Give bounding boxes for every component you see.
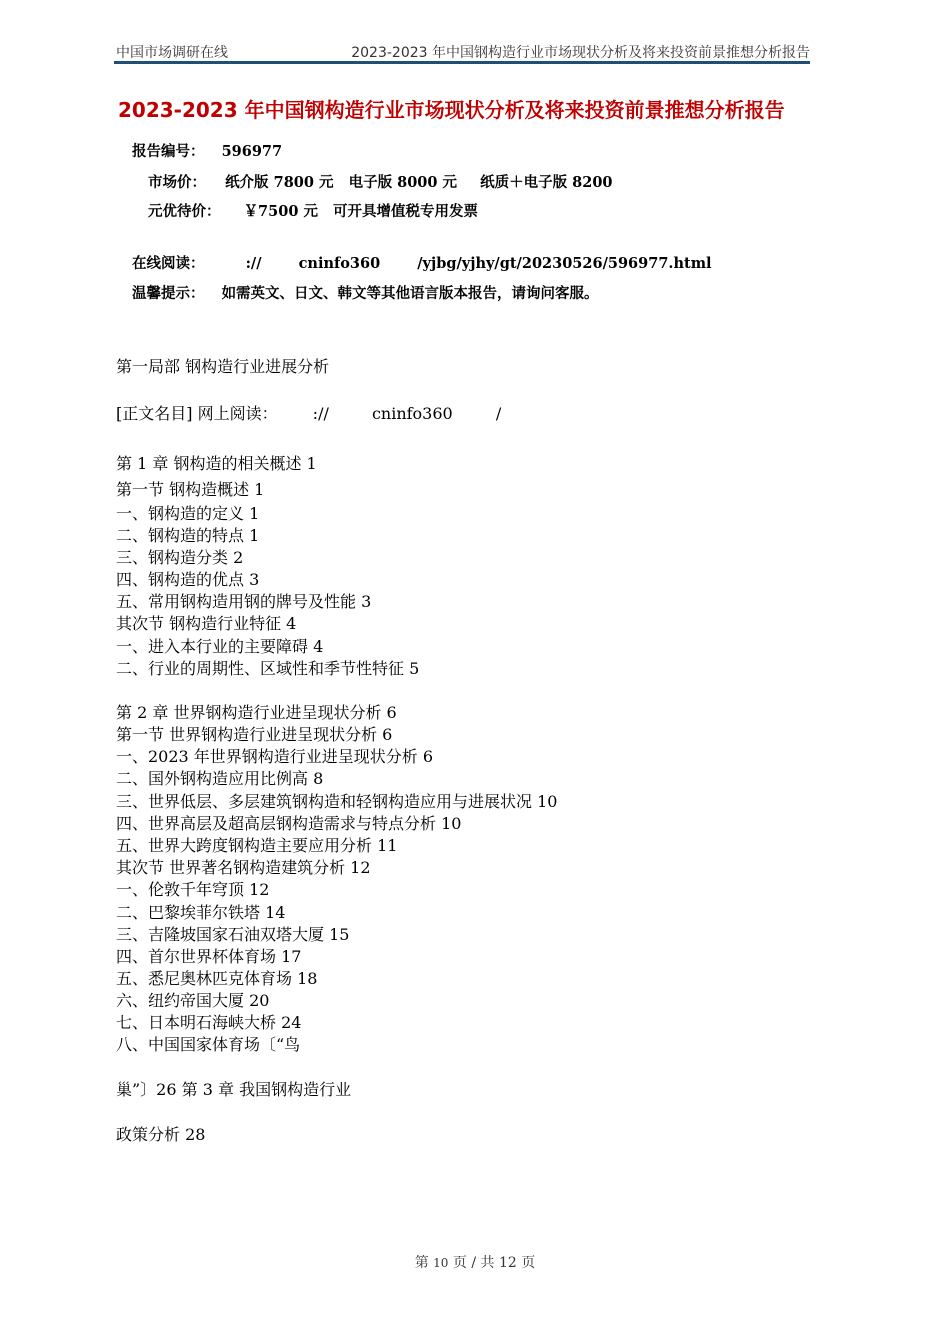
toc-line: 二、巴黎埃菲尔铁塔 14	[116, 903, 286, 922]
footer-mid: 页 / 共	[452, 1255, 495, 1271]
toc-line: 五、常用钢构造用钢的牌号及性能 3	[116, 592, 372, 611]
toc-line: 第一节 钢构造概述 1	[116, 480, 265, 499]
online-url-part-3[interactable]: /yjbg/yjhy/gt/20230526/596977.html	[417, 255, 712, 272]
toc-online-url-part-1[interactable]: ://	[312, 404, 329, 423]
report-number-value: 596977	[221, 143, 283, 160]
footer-prefix: 第	[414, 1255, 429, 1271]
toc-online-url-part-3[interactable]: /	[495, 404, 502, 423]
online-url-part-1[interactable]: ://	[245, 255, 262, 272]
toc-line: 八、中国国家体育场〔“鸟	[116, 1035, 301, 1054]
online-read-label: 在线阅读：	[132, 255, 205, 272]
toc-line: 一、进入本行业的主要障碍 4	[116, 637, 324, 656]
toc-line: 四、首尔世界杯体育场 17	[116, 947, 302, 966]
toc-line: 政策分析 28	[116, 1125, 206, 1144]
toc-line: 五、世界大跨度钢构造主要应用分析 11	[116, 836, 398, 855]
tip-text: 如需英文、日文、韩文等其他语言版本报告，请询问客服。	[221, 285, 599, 302]
footer-total-pages: 12	[498, 1255, 517, 1271]
invoice-note: 可开具增值税专用发票	[333, 203, 479, 220]
report-title: 2023-2023 年中国钢构造行业市场现状分析及将来投资前景推想分析报告	[118, 98, 785, 122]
price-paper: 纸介版 7800 元	[225, 174, 334, 191]
header-rule	[114, 61, 810, 64]
footer-suffix: 页	[521, 1255, 536, 1271]
price-bundle: 纸质＋电子版 8200	[480, 174, 613, 191]
tip-label: 温馨提示：	[132, 285, 205, 302]
toc-line: 巢”〕26 第 3 章 我国钢构造行业	[116, 1080, 352, 1099]
discount-label: 元优待价：	[148, 203, 221, 220]
price-label: 市场价：	[148, 174, 206, 191]
price-electronic: 电子版 8000 元	[348, 174, 458, 191]
toc-line: 三、钢构造分类 2	[116, 548, 244, 567]
toc-line: 其次节 世界著名钢构造建筑分析 12	[116, 858, 371, 877]
report-number-label: 报告编号：	[132, 143, 205, 160]
header-right-text: 2023-2023 年中国钢构造行业市场现状分析及将来投资前景推想分析报告	[351, 45, 810, 61]
toc-line: 其次节 钢构造行业特征 4	[116, 614, 297, 633]
toc-line: 二、国外钢构造应用比例高 8	[116, 769, 324, 788]
discount-row	[148, 200, 478, 221]
page-footer	[0, 1252, 950, 1272]
tip-row	[132, 282, 599, 303]
toc-online-label: [正文名目] 网上阅读：	[116, 404, 278, 423]
toc-line: 六、纽约帝国大厦 20	[116, 991, 270, 1010]
toc-line: 一、伦敦千年穹顶 12	[116, 880, 270, 899]
toc-line: 第一节 世界钢构造行业进呈现状分析 6	[116, 725, 393, 744]
toc-line: 三、吉隆坡国家石油双塔大厦 15	[116, 925, 350, 944]
online-url-part-2[interactable]: cninfo360	[298, 255, 381, 272]
toc-online-line	[116, 404, 501, 424]
online-read-row	[132, 252, 712, 273]
toc-line: 三、世界低层、多层建筑钢构造和轻钢构造应用与进展状况 10	[116, 792, 558, 811]
toc-line: 二、行业的周期性、区域性和季节性特征 5	[116, 659, 420, 678]
toc-line: 五、悉尼奥林匹克体育场 18	[116, 969, 318, 988]
report-number-row	[132, 140, 282, 161]
toc-line: 二、钢构造的特点 1	[116, 526, 260, 545]
toc-line: 四、世界高层及超高层钢构造需求与特点分析 10	[116, 814, 462, 833]
part-title: 第一局部 钢构造行业进展分析	[116, 357, 330, 376]
toc-line: 第 2 章 世界钢构造行业进呈现状分析 6	[116, 703, 397, 722]
toc-online-url-part-2[interactable]: cninfo360	[371, 404, 453, 423]
toc-line: 一、2023 年世界钢构造行业进呈现状分析 6	[116, 747, 434, 766]
toc-line: 一、钢构造的定义 1	[116, 504, 260, 523]
discount-price: ￥7500 元	[243, 203, 318, 220]
price-row	[148, 171, 613, 192]
toc-line: 七、日本明石海峡大桥 24	[116, 1013, 302, 1032]
toc-line: 四、钢构造的优点 3	[116, 570, 260, 589]
footer-current-page: 10	[433, 1256, 449, 1270]
header-left-text: 中国市场调研在线	[116, 45, 228, 61]
toc-line: 第 1 章 钢构造的相关概述 1	[116, 454, 317, 473]
